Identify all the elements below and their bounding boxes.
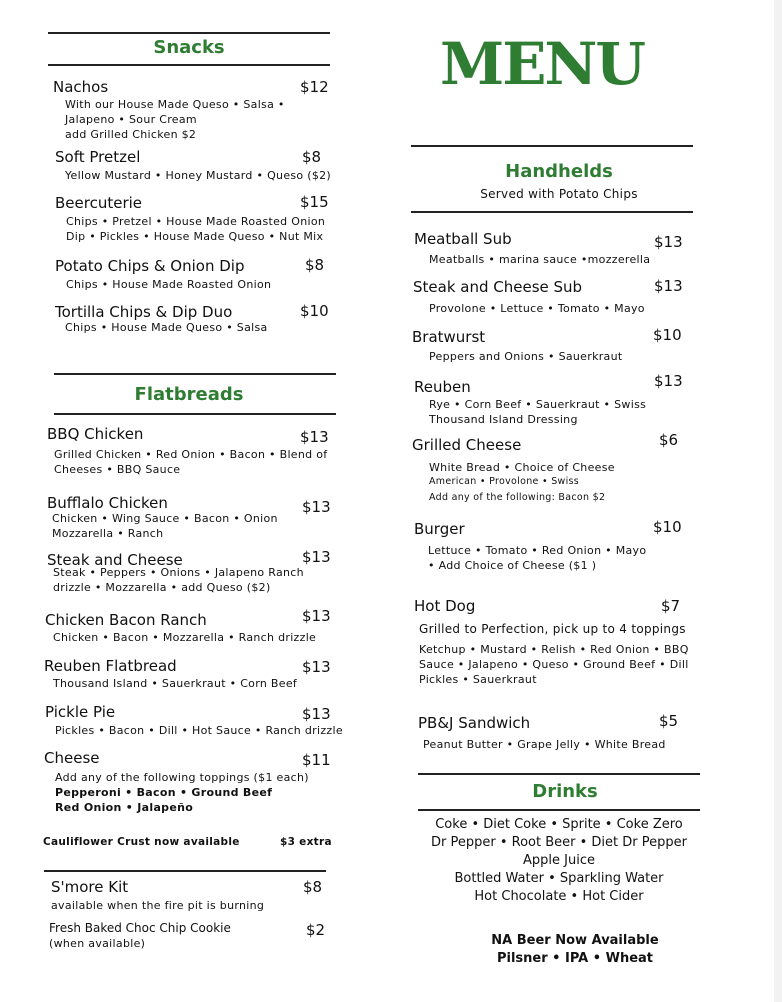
- na-beer-title: NA Beer Now Available: [491, 933, 659, 948]
- drinks-line: Dr Pepper • Root Beer • Diet Dr Pepper: [431, 835, 687, 850]
- flatbreads-rule-top: [54, 373, 336, 375]
- flatbreads-title: Flatbreads: [134, 384, 244, 405]
- nachos-desc: With our House Made Queso • Salsa • Jalapeno • Sour Cream add Grilled Chicken $2: [65, 98, 285, 141]
- buffalo-chicken-name: Bufflalo Chicken: [47, 494, 168, 512]
- reuben-flatbread-name: Reuben Flatbread: [44, 657, 177, 675]
- grilled-cheese-desc: White Bread • Choice of Cheese American • Provolone • Swiss Add any of the following: Bacon $2: [429, 461, 615, 503]
- cauliflower-crust-label: Cauliflower Crust now available: [43, 836, 240, 848]
- pickle-pie-name: Pickle Pie: [45, 703, 116, 721]
- drinks-line: Hot Chocolate • Hot Cider: [474, 889, 644, 904]
- drinks-title: Drinks: [532, 781, 598, 802]
- bbq-chicken-desc: Grilled Chicken • Red Onion • Bacon • Blend of Cheeses • BBQ Sauce: [54, 448, 328, 476]
- cookie-price: $2: [306, 921, 326, 939]
- cheese-flatbread-name: Cheese: [44, 749, 100, 767]
- bratwurst-name: Bratwurst: [412, 328, 486, 346]
- cheese-flatbread-price: $11: [302, 751, 331, 769]
- na-beer-styles: Pilsner • IPA • Wheat: [496, 951, 653, 966]
- dessert-rule: [44, 870, 326, 872]
- reuben-flatbread-price: $13: [302, 658, 331, 676]
- steak-cheese-flatbread-price: $13: [302, 548, 331, 566]
- pbj-desc: Peanut Butter • Grape Jelly • White Bread: [423, 738, 666, 751]
- pickle-pie-desc: Pickles • Bacon • Dill • Hot Sauce • Ranch drizzle: [55, 724, 343, 737]
- cookie-name: Fresh Baked Choc Chip Cookie: [49, 921, 231, 935]
- bbq-chicken-name: BBQ Chicken: [47, 425, 144, 443]
- handhelds-rule-bottom: [411, 211, 693, 213]
- chicken-bacon-ranch-name: Chicken Bacon Ranch: [45, 611, 207, 629]
- flatbreads-rule-bottom: [54, 413, 336, 415]
- hot-dog-price: $7: [661, 597, 681, 615]
- bratwurst-desc: Peppers and Onions • Sauerkraut: [429, 350, 623, 363]
- tortilla-chips-name: Tortilla Chips & Dip Duo: [55, 303, 233, 321]
- smore-kit-name: S'more Kit: [51, 878, 129, 896]
- potato-chips-desc: Chips • House Made Roasted Onion: [66, 278, 272, 291]
- drinks-line: Coke • Diet Coke • Sprite • Coke Zero: [435, 817, 683, 832]
- soft-pretzel-name: Soft Pretzel: [55, 148, 141, 166]
- hot-dog-name: Hot Dog: [414, 597, 476, 615]
- tortilla-chips-desc: Chips • House Made Queso • Salsa: [65, 321, 268, 334]
- chicken-bacon-ranch-price: $13: [302, 607, 331, 625]
- tortilla-chips-price: $10: [300, 302, 329, 320]
- steak-cheese-sub-desc: Provolone • Lettuce • Tomato • Mayo: [429, 302, 645, 315]
- reuben-flatbread-desc: Thousand Island • Sauerkraut • Corn Beef: [53, 677, 298, 690]
- hot-dog-subtitle: Grilled to Perfection, pick up to 4 toppings: [419, 622, 686, 636]
- beercuterie-desc: Chips • Pretzel • House Made Roasted Onion Dip • Pickles • House Made Queso • Nut Mix: [66, 215, 326, 243]
- hot-dog-toppings: Ketchup • Mustard • Relish • Red Onion • BBQ Sauce • Jalapeno • Queso • Ground Beef • Dill Pickles • Sauerkraut: [419, 643, 689, 686]
- page-edge: [774, 0, 782, 1002]
- nachos-name: Nachos: [53, 78, 109, 96]
- beercuterie-price: $15: [300, 193, 329, 211]
- steak-cheese-sub-price: $13: [654, 277, 683, 295]
- handhelds-rule-top: [411, 145, 693, 147]
- meatball-sub-desc: Meatballs • marina sauce •mozzerella: [429, 253, 651, 266]
- drinks-rule-bottom: [418, 809, 700, 811]
- beercuterie-name: Beercuterie: [55, 194, 143, 212]
- handhelds-subtitle: Served with Potato Chips: [480, 187, 638, 201]
- soft-pretzel-price: $8: [302, 148, 322, 166]
- pbj-price: $5: [659, 712, 679, 730]
- burger-desc: Lettuce • Tomato • Red Onion • Mayo • Add Choice of Cheese ($1 ): [428, 544, 647, 572]
- bratwurst-price: $10: [653, 326, 682, 344]
- na-beer: [434, 932, 716, 968]
- soft-pretzel-desc: Yellow Mustard • Honey Mustard • Queso ($2): [65, 169, 332, 182]
- reuben-price: $13: [654, 372, 683, 390]
- snacks-rule-top: [48, 32, 330, 34]
- pickle-pie-price: $13: [302, 705, 331, 723]
- grilled-cheese-price: $6: [659, 431, 679, 449]
- pbj-name: PB&J Sandwich: [418, 714, 531, 732]
- grilled-cheese-name: Grilled Cheese: [412, 436, 522, 454]
- reuben-desc: Rye • Corn Beef • Sauerkraut • Swiss Thousand Island Dressing: [429, 398, 647, 426]
- cauliflower-crust-price: $3 extra: [280, 836, 332, 848]
- buffalo-chicken-price: $13: [302, 498, 331, 516]
- burger-price: $10: [653, 518, 682, 536]
- cookie-desc: (when available): [49, 937, 146, 950]
- drinks-list: [418, 816, 700, 906]
- drinks-line: Apple Juice: [523, 853, 595, 868]
- steak-cheese-sub-name: Steak and Cheese Sub: [413, 278, 583, 296]
- cheese-flatbread-desc: Add any of the following toppings ($1 each) Pepperoni • Bacon • Ground Beef Red Onion • Jalapeño: [55, 771, 309, 814]
- steak-cheese-flatbread-desc: Steak • Peppers • Onions • Jalapeno Ranch drizzle • Mozzarella • add Queso ($2): [53, 566, 304, 594]
- meatball-sub-price: $13: [654, 233, 683, 251]
- steak-cheese-flatbread-name: Steak and Cheese: [47, 551, 183, 569]
- drinks-rule-top: [418, 773, 700, 775]
- snacks-rule-bottom: [48, 64, 330, 66]
- bbq-chicken-price: $13: [300, 428, 329, 446]
- potato-chips-name: Potato Chips & Onion Dip: [55, 257, 245, 275]
- menu-title: MENU: [440, 30, 645, 98]
- handhelds-title: Handhelds: [505, 161, 613, 182]
- meatball-sub-name: Meatball Sub: [414, 230, 512, 248]
- snacks-title: Snacks: [153, 37, 225, 58]
- smore-kit-desc: available when the fire pit is burning: [51, 899, 265, 912]
- reuben-name: Reuben: [414, 378, 471, 396]
- smore-kit-price: $8: [303, 878, 323, 896]
- nachos-price: $12: [300, 78, 329, 96]
- drinks-line: Bottled Water • Sparkling Water: [454, 871, 664, 886]
- burger-name: Burger: [414, 520, 465, 538]
- buffalo-chicken-desc: Chicken • Wing Sauce • Bacon • Onion Mozzarella • Ranch: [52, 512, 278, 540]
- potato-chips-price: $8: [305, 256, 325, 274]
- chicken-bacon-ranch-desc: Chicken • Bacon • Mozzarella • Ranch drizzle: [53, 631, 317, 644]
